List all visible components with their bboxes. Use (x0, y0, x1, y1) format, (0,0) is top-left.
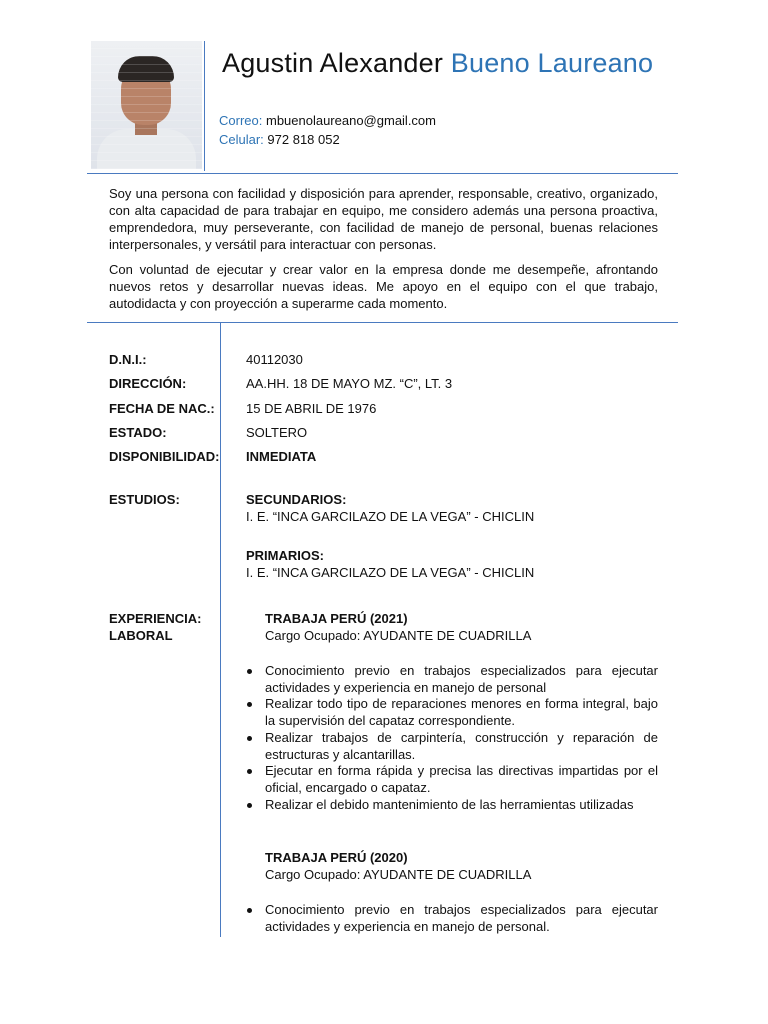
job-title: TRABAJA PERÚ (2020) (265, 850, 408, 865)
job-duties (245, 902, 658, 935)
duty-text: Conocimiento previo en trabajos especializados para ejecutar actividades y experiencia en manejo de personal (265, 663, 658, 695)
status-label: ESTADO: (109, 425, 167, 440)
job-title: TRABAJA PERÚ (2021) (265, 611, 408, 626)
summary-rule (87, 322, 678, 323)
email-label: Correo: (219, 113, 263, 128)
availability-value: INMEDIATA (246, 449, 317, 464)
phone-value: 972 818 052 (267, 132, 340, 147)
address-label: DIRECCIÓN: (109, 376, 187, 391)
job-role: Cargo Ocupado: AYUDANTE DE CUADRILLA (265, 867, 532, 882)
duty-text: Realizar todo tipo de reparaciones menores en forma integral, bajo la supervisión del capataz correspondiente. (265, 696, 658, 729)
list-item (245, 730, 658, 763)
experience-label-2: LABORAL (109, 628, 173, 643)
last-names: Bueno Laureano (450, 48, 654, 78)
bullet-icon (247, 669, 252, 674)
duty-text: Ejecutar en forma rápida y precisa las directivas impartidas por el oficial, encargado o capataz. (265, 763, 658, 795)
email-value: mbuenolaureano@gmail.com (265, 113, 436, 128)
bullet-icon (247, 769, 252, 774)
header-rule (87, 173, 678, 174)
list-item (245, 663, 658, 696)
email-line (219, 113, 436, 128)
primary-level: PRIMARIOS: (246, 548, 324, 563)
bullet-icon (247, 736, 252, 741)
first-names: Agustin Alexander (222, 48, 444, 78)
duty-text: Conocimiento previo en trabajos especializados para ejecutar actividades y experiencia en manejo de personal. (265, 902, 658, 934)
full-name (222, 48, 653, 79)
secondary-level: SECUNDARIOS: (246, 492, 347, 507)
secondary-school: I. E. “INCA GARCILAZO DE LA VEGA” - CHICLIN (246, 509, 535, 524)
profile-photo (91, 41, 202, 169)
dni-value: 40112030 (246, 352, 303, 367)
birthdate-value: 15 DE ABRIL DE 1976 (246, 401, 377, 416)
list-item (245, 696, 658, 729)
experience-label: EXPERIENCIA: (109, 611, 202, 626)
bullet-icon (247, 908, 252, 913)
phone-line (219, 132, 340, 147)
availability-label: DISPONIBILIDAD: (109, 449, 220, 464)
studies-label: ESTUDIOS: (109, 492, 180, 507)
header-divider (204, 41, 205, 171)
dni-label: D.N.I.: (109, 352, 147, 367)
list-item (245, 902, 658, 935)
job-duties (245, 663, 658, 813)
duty-text: Realizar trabajos de carpintería, construcción y reparación de estructuras y alcantarillas. (265, 729, 658, 762)
status-value: SOLTERO (246, 425, 308, 440)
bullet-icon (247, 702, 252, 707)
address-value: AA.HH. 18 DE MAYO MZ. “C”, LT. 3 (246, 376, 453, 391)
birthdate-label: FECHA DE NAC.: (109, 401, 215, 416)
job-role: Cargo Ocupado: AYUDANTE DE CUADRILLA (265, 628, 532, 643)
summary-paragraph-1: Soy una persona con facilidad y disposición para aprender, responsable, creativo, organizado, con alta capacidad de para trabajar en equipo, me considero además una persona proactiva, emprendedora, muy perseverante, con facilidad de manejo de personal, buenas relaciones interpersonales, y versátil para interactuar con personas. (109, 186, 658, 252)
phone-label: Celular: (219, 132, 264, 147)
summary-paragraph-2: Con voluntad de ejecutar y crear valor en la empresa donde me desempeñe, afrontando nuevos retos y desarrollar nuevas ideas. Me apoyo en el equipo con el que trabajo, autodidacta y con proyección a superarme cada momento. (109, 262, 658, 311)
list-item (245, 763, 658, 796)
section-divider (220, 323, 221, 937)
bullet-icon (247, 803, 252, 808)
list-item (245, 797, 658, 814)
primary-school: I. E. “INCA GARCILAZO DE LA VEGA” - CHICLIN (246, 565, 535, 580)
duty-text: Realizar el debido mantenimiento de las herramientas utilizadas (265, 796, 634, 812)
